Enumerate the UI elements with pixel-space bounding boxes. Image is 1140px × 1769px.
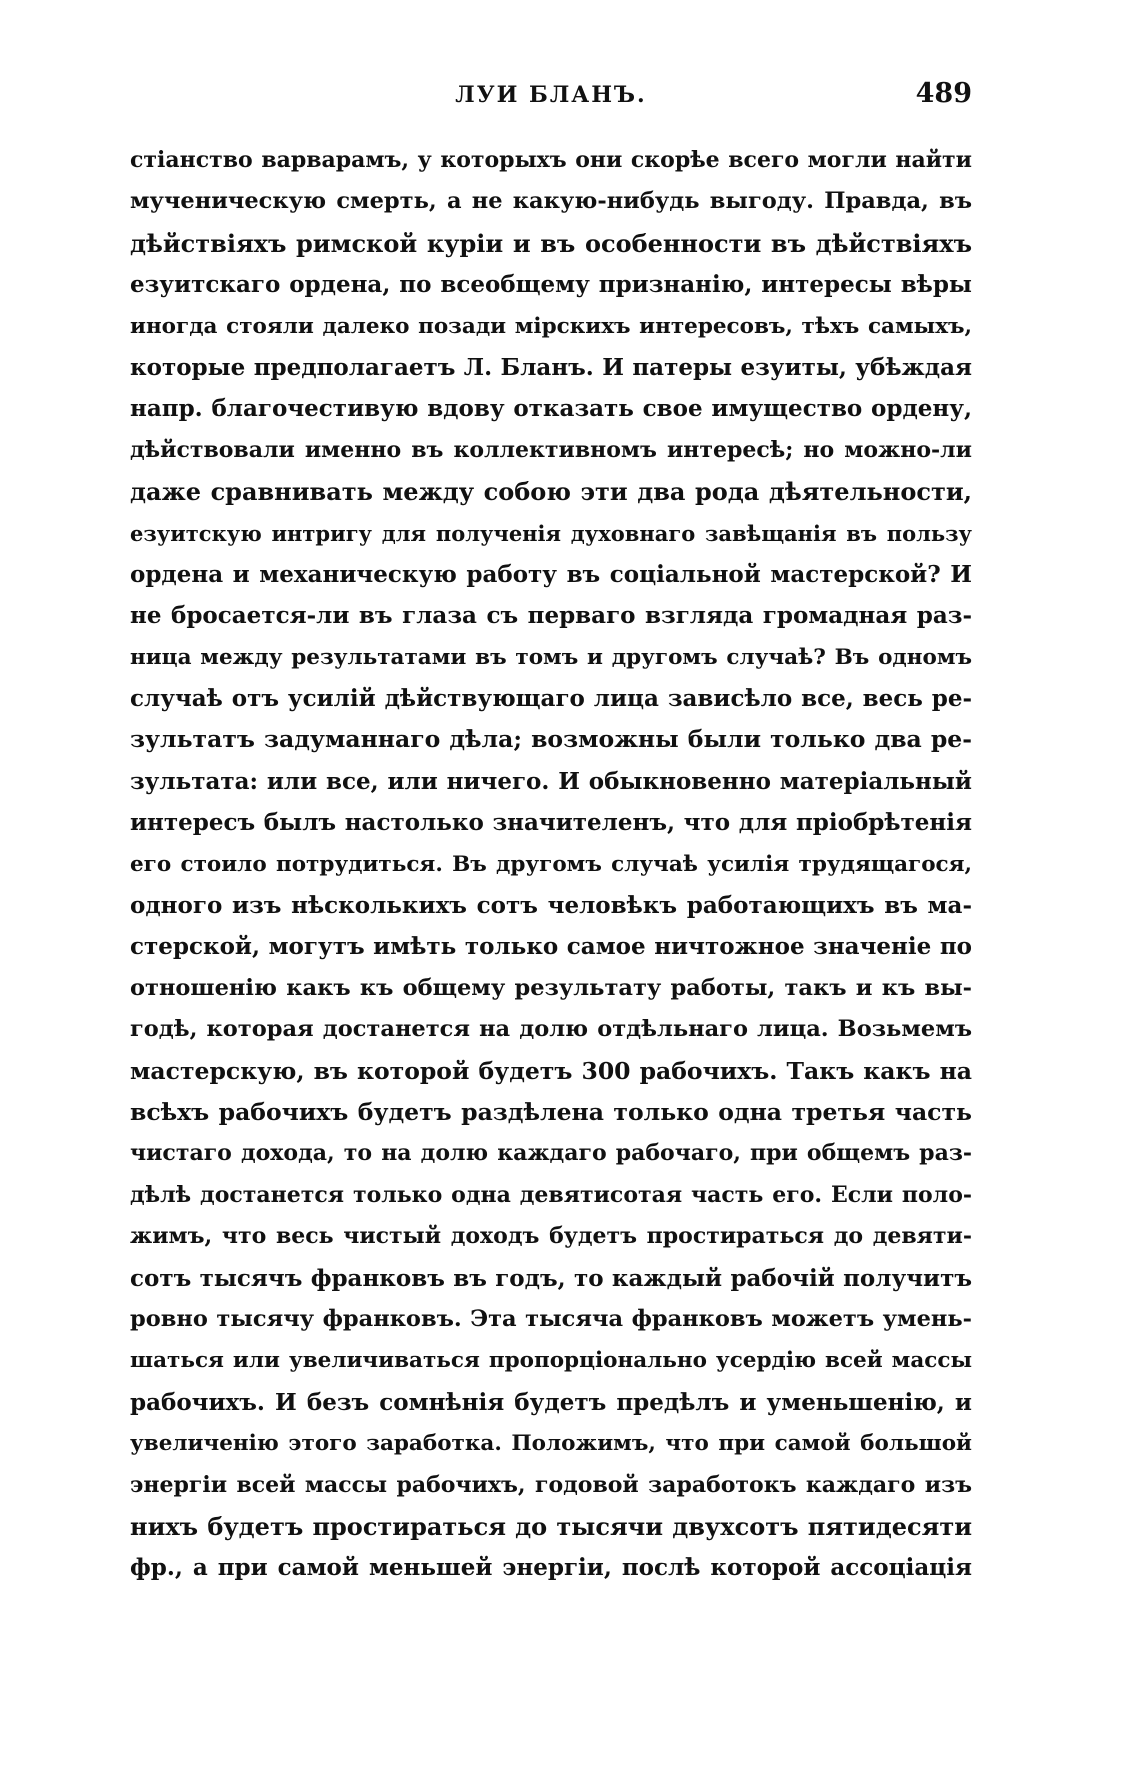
text-line: всѣхъ рабочихъ будетъ раздѣлена только одна третья часть <box>130 1097 972 1126</box>
text-line: стерской, могутъ имѣть только самое ничтожное значеніе по <box>130 933 972 961</box>
text-line: жимъ, что весь чистый доходъ будетъ простираться до девяти- <box>130 1223 972 1250</box>
text-line: иногда стояли далеко позади мірскихъ интересовъ, тѣхъ самыхъ, <box>130 313 972 339</box>
text-line: увеличенію этого заработка. Положимъ, что при самой большой <box>130 1431 972 1457</box>
text-line: дѣлѣ достанется только одна девятисотая часть его. Если поло- <box>130 1181 972 1208</box>
text-line: ордена и механическую работу въ соціальной мастерской? И <box>130 560 972 588</box>
text-line: нихъ будетъ простираться до тысячи двухсотъ пятидесяти <box>130 1511 972 1541</box>
text-line: мастерскую, въ которой будетъ 300 рабочихъ. Такъ какъ на <box>130 1056 972 1085</box>
text-line: его стоило потрудиться. Въ другомъ случаѣ усилія трудящагося, <box>130 851 972 877</box>
text-line: ница между результатами въ томъ и другомъ случаѣ? Въ одномъ <box>130 644 972 670</box>
text-line: дѣйствовали именно въ коллективномъ интересѣ; но можно-ли <box>130 436 972 463</box>
text-line: езуитскую интригу для полученія духовнаго завѣщанія въ пользу <box>130 520 972 546</box>
text-line: зультата: или все, или ничего. И обыкновенно матеріальный <box>130 767 972 795</box>
running-header <box>130 78 972 118</box>
text-line: которые предполагаетъ Л. Бланъ. И патеры езуиты, убѣждая <box>130 353 972 381</box>
text-line: энергіи всей массы рабочихъ, годовой заработокъ каждаго изъ <box>130 1471 972 1498</box>
text-line: годѣ, которая достанется на долю отдѣльнаго лица. Возьмемъ <box>130 1016 972 1043</box>
text-line: езуитскаго ордена, по всеобщему признанію, интересы вѣры <box>130 271 972 299</box>
running-title: ЛУИ БЛАНЪ. <box>455 82 647 108</box>
text-line: фр., а при самой меньшей энергіи, послѣ которой ассоціація <box>130 1554 972 1582</box>
text-line: чистаго дохода, то на долю каждаго рабочаго, при общемъ раз- <box>130 1140 972 1167</box>
text-line: ровно тысячу франковъ. Эта тысяча франковъ можетъ умень- <box>130 1305 972 1332</box>
text-line: сотъ тысячъ франковъ въ годъ, то каждый рабочій получитъ <box>130 1264 972 1292</box>
text-line: рабочихъ. И безъ сомнѣнія будетъ предѣлъ и уменьшенію, и <box>130 1388 972 1416</box>
text-line: отношенію какъ къ общему результату работы, такъ и къ вы- <box>130 974 972 1001</box>
text-line: мученическую смерть, а не какую-нибудь выгоду. Правда, въ <box>130 188 972 215</box>
text-line: случаѣ отъ усилій дѣйствующаго лица зависѣло все, весь ре- <box>130 685 972 713</box>
text-line: стіанство варварамъ, у которыхъ они скорѣе всего могли найти <box>130 147 972 173</box>
text-line: интересъ былъ настолько значителенъ, что для пріобрѣтенія <box>130 809 972 837</box>
text-line: одного изъ нѣсколькихъ сотъ человѣкъ работающихъ въ ма- <box>130 892 972 920</box>
text-line: шаться или увеличиваться пропорціонально усердію всей массы <box>130 1348 972 1374</box>
page-number: 489 <box>915 78 972 109</box>
text-line: даже сравнивать между собою эти два рода дѣятельности, <box>130 477 972 507</box>
body-text <box>130 140 972 1589</box>
text-line: не бросается-ли въ глаза съ перваго взгляда громадная раз- <box>130 602 972 630</box>
text-line: зультатъ задуманнаго дѣла; возможны были только два ре- <box>130 725 972 754</box>
text-line: дѣйствіяхъ римской куріи и въ особенности въ дѣйствіяхъ <box>130 228 972 258</box>
text-line: напр. благочестивую вдову отказать свое имущество ордену, <box>130 395 972 423</box>
